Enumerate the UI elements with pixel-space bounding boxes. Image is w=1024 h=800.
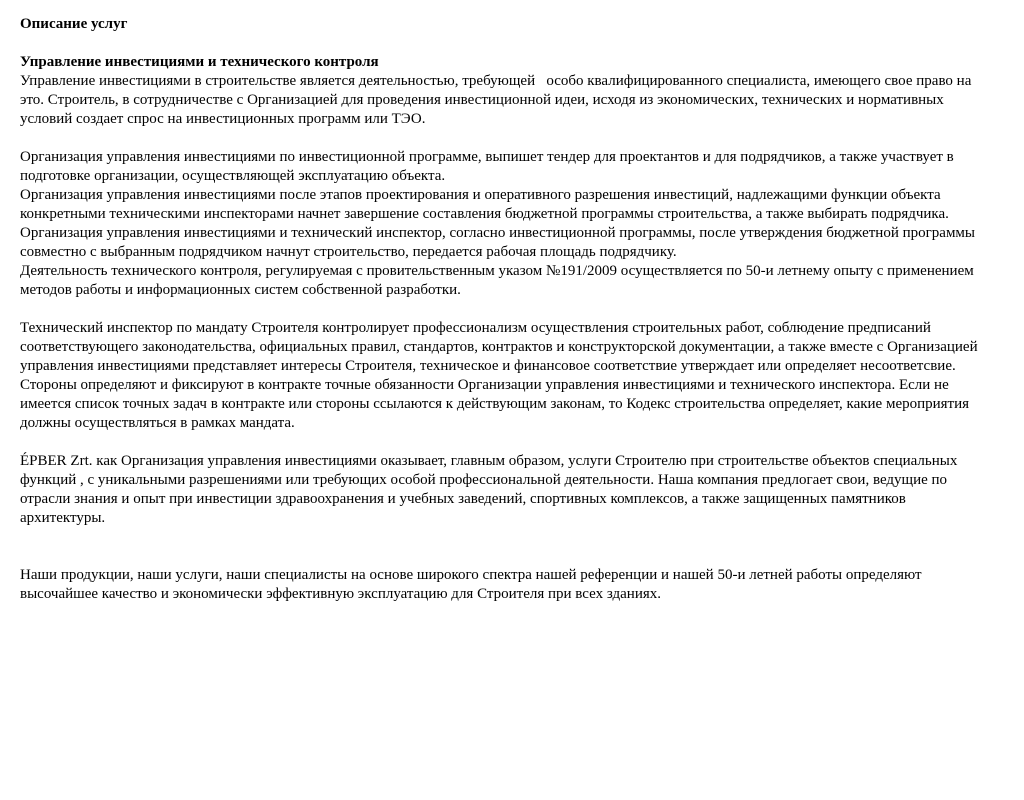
paragraph-closing: Наши продукции, наши услуги, наши специалисты на основе широкого спектра нашей референции и нашей 50-и летней работы определяют высочайшее качество и экономически эффективную эксплуатацию для Строителя при всех зданиях. bbox=[20, 567, 922, 602]
paragraph-inspector: Технический инспектор по мандату Строителя контролирует профессионализм осуществления строительных работ, соблюдение предписаний соответствующего законодательства, официальных правил, стандартов, контрактов и конструкторской документации, а также вместе с Организацией управления инвестициями представляет интересы Строителя, техническое и финансовое соответствие утверждает или определяет несоответсвие. bbox=[20, 320, 978, 374]
paragraph-budget: Организация управления инвестициями после этапов проектирования и оперативного разрешения инвестиций, надлежащими функции объекта конкретными техническими инспекторами начнет завершение составления бюджетной программы строительства, а также выбирать подрядчика. bbox=[20, 187, 949, 222]
paragraph-construction: Организация управления инвестициями и технический инспектор, согласно инвестиционной программы, после утверждения бюджетной программы совместно с выбранным подрядчиком начнут строительство, передается рабочая площадь подрядчику. bbox=[20, 225, 976, 260]
paragraph-company: ÉPBER Zrt. как Организация управления инвестициями оказывает, главным образом, услуги Строителю при строительстве объектов специальных функций , с уникальными разрешениями или требующих особой профессиональной деятельности. Наша компания предлогает свои, ведущие по отрасли знания и опыт при инвестиции здравоохранения и учебных заведений, спортивных комплексов, а также защищенных памятников архитектуры. bbox=[20, 453, 958, 526]
page-title: Описание услуг bbox=[20, 16, 128, 32]
paragraph-tender: Организация управления инвестициями по инвестиционной программе, выпишет тендер для проектантов и для подрядчиков, а также участвует в подготовке организации, осуществляющей эксплуатацию объекта. bbox=[20, 149, 954, 184]
paragraph-parties: Стороны определяют и фиксируют в контракте точные обязанности Организации управления инвестициями и технического инспектора. Если не имеется список точных задач в контракте или стороны ссылаются к действующим законам, то Кодекс строительства определяет, какие мероприятия должны осуществляться в рамках мандата. bbox=[20, 377, 970, 431]
section-title: Управление инвестициями и технического контроля bbox=[20, 54, 379, 70]
paragraph-intro: Управление инвестициями в строительстве является деятельностью, требующей особо квалифицированного специалиста, имеющего свое право на это. Строитель, в сотрудничестве с Организацией для проведения инвестиционной идеи, исходя из экономических, технических и нормативных условий создает спрос на инвестиционных программ или ТЭО. bbox=[20, 73, 976, 127]
paragraph-technical-control: Деятельность технического контроля, регулируемая с провительственным указом №191/2009 осуществляется по 50-и летнему опыту с применением методов работы и информационных систем собственной разработки. bbox=[20, 263, 974, 298]
